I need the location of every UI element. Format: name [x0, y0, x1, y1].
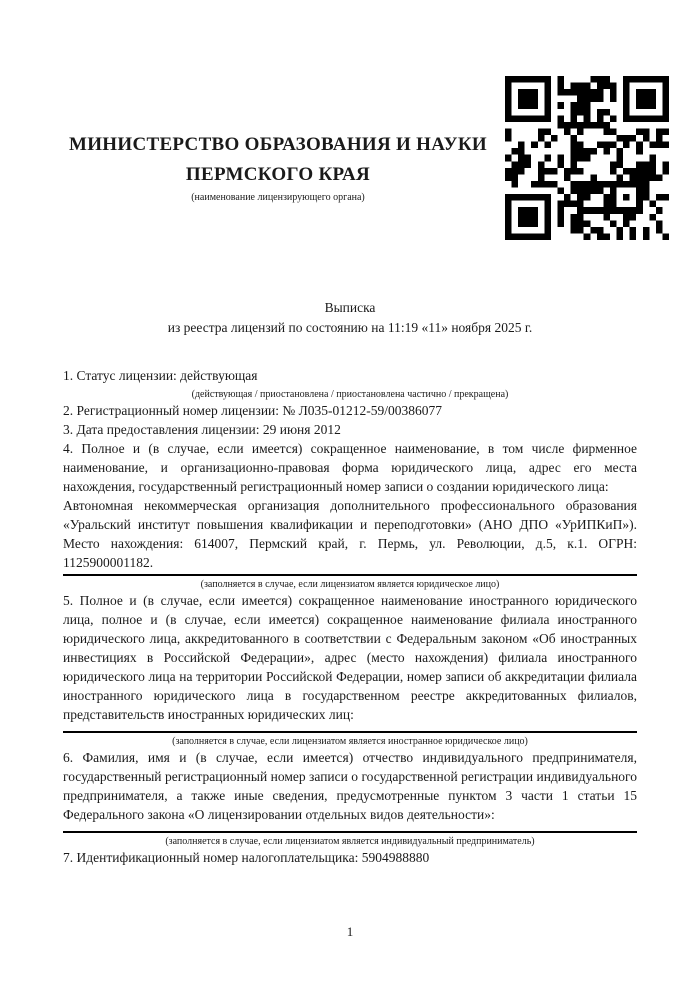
qr-code-image [505, 76, 669, 240]
item-4-legal-entity-heading: 4. Полное и (в случае, если имеется) сокращенное наименование, в том числе фирменное наименование, и организационно-правовая форма юридического лица, адрес его места нахождения, государственный регистрационный номер записи о создании юридического лица: [63, 441, 637, 494]
item-6-blank-field-underline [63, 824, 637, 833]
qr-code [505, 76, 669, 240]
document-title-line1: Выписка [324, 300, 376, 315]
item-6-entrepreneur-heading: 6. Фамилия, имя и (в случае, если имеется) отчество индивидуального предпринимателя, государственный регистрационный номер записи о государственной регистрации индивидуального предпринимателя, а также иные сведения, предусмотренные пунктом 3 части 1 статьи 15 Федерального закона «О лицензировании отдельных видов деятельности»: [63, 750, 637, 822]
item-5-foreign-entity-heading: 5. Полное и (в случае, если имеется) сокращенное наименование иностранного юридического лица, полное и (в случае, если имеется) сокращенное наименование филиала иностранного юридического лица, аккредитованного в соответствии с Федеральным законом «Об иностранных инвестициях в Российской Федерации», адрес (место нахождения) филиала иностранного юридического лица на территории Российской Федерации, номер записи об аккредитации филиала иностранного юридического лица в государственном реестре аккредитованных филиалов, представительств иностранных юридических лиц: [63, 593, 637, 722]
licensing-authority-header [58, 130, 498, 204]
page-number: 1 [346, 924, 354, 939]
ministry-name-line1: МИНИСТЕРСТВО ОБРАЗОВАНИЯ И НАУКИ [68, 134, 488, 155]
item-7-taxpayer-id: 7. Идентификационный номер налогоплательщика: 5904988880 [63, 850, 430, 865]
document-title [0, 298, 700, 338]
document-title-line2: из реестра лицензий по состоянию на 11:19 «11» ноября 2025 г. [167, 320, 533, 335]
item-6-note: (заполняется в случае, если лицензиатом является индивидуальный предприниматель) [165, 836, 535, 847]
ministry-name-line2: ПЕРМСКОГО КРАЯ [185, 164, 371, 185]
item-5-blank-field-underline [63, 724, 637, 733]
item-2-registration-number: 2. Регистрационный номер лицензии: № Л035-01212-59/00386077 [63, 403, 443, 418]
item-1-license-status: 1. Статус лицензии: действующая [63, 368, 258, 383]
item-4-note: (заполняется в случае, если лицензиатом является юридическое лицо) [200, 579, 500, 590]
item-4-legal-entity-value: Автономная некоммерческая организация дополнительного профессионального образования «Уральский институт повышения квалификации и переподготовки» (АНО ДПО «УрИПКиП»). Место нахождения: 614007, Пермский край, г. Пермь, ул. Революции, д.5, к.1. ОГРН: 1125900001182. [63, 496, 637, 576]
document-body [63, 366, 637, 867]
item-3-license-date: 3. Дата предоставления лицензии: 29 июня 2012 [63, 422, 341, 437]
item-5-note: (заполняется в случае, если лицензиатом является иностранное юридическое лицо) [172, 736, 528, 747]
ministry-caption: (наименование лицензирующего органа) [191, 192, 365, 203]
item-1-note: (действующая / приостановлена / приостановлена частично / прекращена) [191, 389, 509, 400]
